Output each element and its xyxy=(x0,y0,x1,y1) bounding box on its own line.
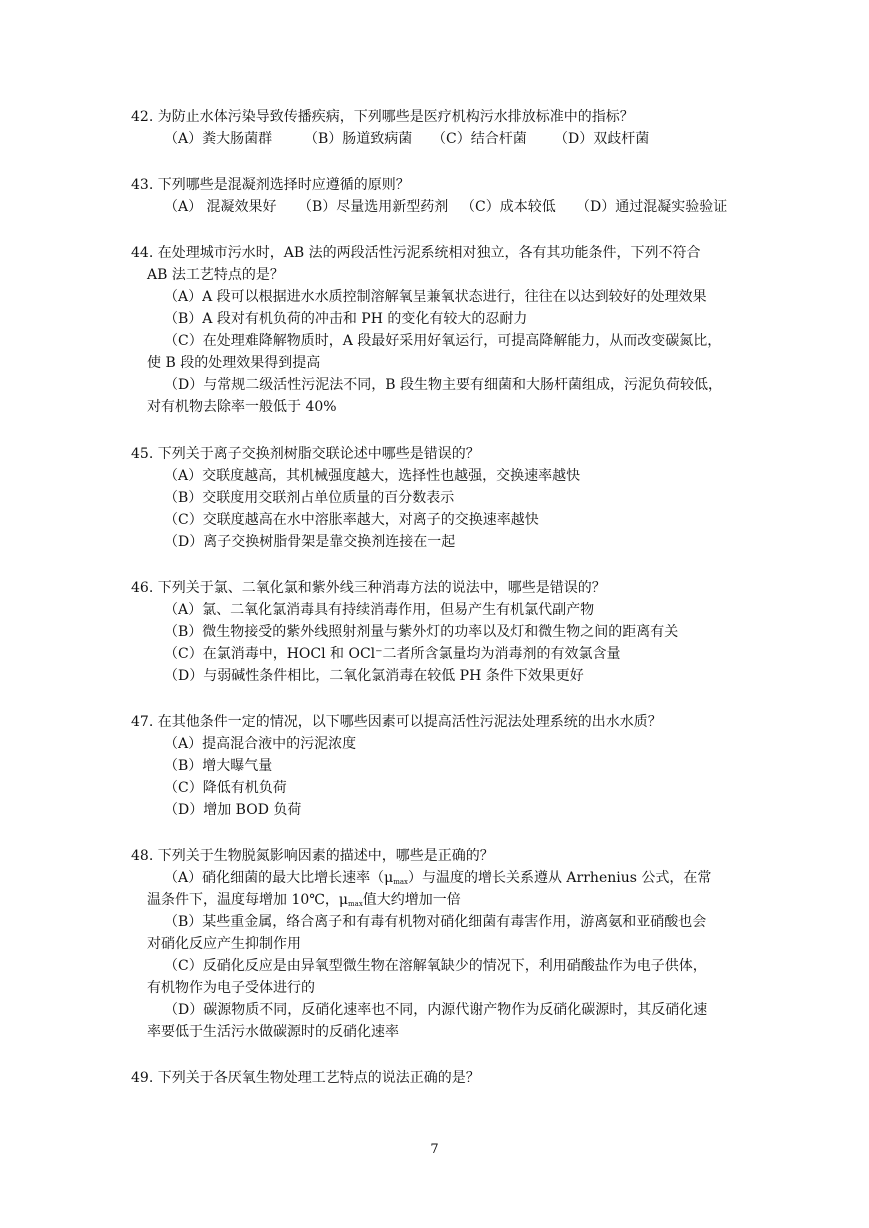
mu-max-subscript-2: max xyxy=(348,900,363,908)
question-47-option-a: （A）提高混合液中的污泥浓度 xyxy=(164,736,357,752)
question-48-option-c-line2: 有机物作为电子受体进行的 xyxy=(147,980,315,996)
question-42-options xyxy=(164,128,649,150)
question-44-option-d-line1: （D）与常规二级活性污泥法不同，B 段生物主要有细菌和大肠杆菌组成，污泥负荷较低， xyxy=(164,377,722,393)
question-44-option-a: （A）A 段可以根据进水水质控制溶解氧呈兼氧状态进行，往往在以达到较好的处理效果 xyxy=(164,289,707,305)
question-47-option-b: （B）增大曝气量 xyxy=(164,758,273,774)
question-43-options xyxy=(164,196,727,218)
question-43-option-d: （D）通过混凝实验验证 xyxy=(576,199,728,215)
question-43-option-c: （C）成本较低 xyxy=(461,199,556,215)
question-43-option-b: （B）尽量选用新型药剂 xyxy=(298,199,449,215)
question-42-option-d: （D）双歧杆菌 xyxy=(554,131,650,147)
question-44-option-c-line2: 使 B 段的处理效果得到提高 xyxy=(147,355,321,371)
mu-max-subscript: max xyxy=(393,878,408,886)
question-48-option-a-text-2: ）与温度的增长关系遵从 Arrhenius 公式，在常 xyxy=(407,870,712,886)
question-46-option-a: （A）氯、二氧化氯消毒具有持续消毒作用，但易产生有机氯代副产物 xyxy=(164,602,595,618)
question-44-option-b: （B）A 段对有机负荷的冲击和 PH 的变化有较大的忍耐力 xyxy=(164,311,528,327)
question-47-title: 47. 在其他条件一定的情况，以下哪些因素可以提高活性污泥法处理系统的出水水质？ xyxy=(131,714,662,730)
question-44-title-line1: 44. 在处理城市污水时，AB 法的两段活性污泥系统相对独立，各有其功能条件，下列不符合 xyxy=(131,245,701,261)
question-48-option-a-text-4: 值大约增加一倍 xyxy=(362,892,461,908)
question-45-option-b: （B）交联度用交联剂占单位质量的百分数表示 xyxy=(164,490,455,506)
question-48-option-b-line2: 对硝化反应产生抑制作用 xyxy=(147,936,301,952)
question-46-option-d: （D）与弱碱性条件相比，二氧化氯消毒在较低 PH 条件下效果更好 xyxy=(164,668,584,684)
question-42-option-c: （C）结合杆菌 xyxy=(432,131,527,147)
question-48-option-c-line1: （C）反硝化反应是由异氧型微生物在溶解氧缺少的情况下，利用硝酸盐作为电子供体， xyxy=(164,958,707,974)
question-42-option-b: （B）肠道致病菌 xyxy=(304,131,413,147)
question-44-option-c-line1: （C）在处理难降解物质时，A 段最好采用好氧运行，可提高降解能力，从而改变碳氮比， xyxy=(164,333,722,349)
question-42-title: 42. 为防止水体污染导致传播疾病，下列哪些是医疗机构污水排放标准中的指标？ xyxy=(131,109,634,125)
question-42-option-a: （A）粪大肠菌群 xyxy=(164,131,273,147)
question-45-option-d: （D）离子交换树脂骨架是靠交换剂连接在一起 xyxy=(164,534,456,550)
question-43-option-a: （A） 混凝效果好 xyxy=(164,199,277,215)
question-48-option-b-line1: （B）某些重金属，络合离子和有毒有机物对硝化细菌有毒害作用，游离氨和亚硝酸也会 xyxy=(164,914,707,930)
question-48-option-d-line1: （D）碳源物质不同，反硝化速率也不同，内源代谢产物作为反硝化碳源时，其反硝化速 xyxy=(164,1002,708,1018)
page-number: 7 xyxy=(430,1142,439,1157)
question-45-option-c: （C）交联度越高在水中溶胀率越大，对离子的交换速率越快 xyxy=(164,512,539,528)
question-49-title: 49. 下列关于各厌氧生物处理工艺特点的说法正确的是？ xyxy=(131,1070,480,1086)
question-45-option-a: （A）交联度越高，其机械强度越大，选择性也越强，交换速率越快 xyxy=(164,468,581,484)
question-48-title: 48. 下列关于生物脱氮影响因素的描述中，哪些是正确的？ xyxy=(131,848,494,864)
question-48-option-d-line2: 率要低于生活污水做碳源时的反硝化速率 xyxy=(147,1024,399,1040)
question-46-option-c: （C）在氯消毒中，HOCl 和 OCl⁻二者所含氯量均为消毒剂的有效氯含量 xyxy=(164,646,621,662)
question-43-title: 43. 下列哪些是混凝剂选择时应遵循的原则？ xyxy=(131,177,410,193)
question-48-option-a-text-3: 温条件下，温度每增加 10℃，μ xyxy=(147,892,349,908)
question-47-option-d: （D）增加 BOD 负荷 xyxy=(164,802,302,818)
question-46-option-b: （B）微生物接受的紫外线照射剂量与紫外灯的功率以及灯和微生物之间的距离有关 xyxy=(164,624,679,640)
question-46-title: 46. 下列关于氯、二氧化氯和紫外线三种消毒方法的说法中，哪些是错误的？ xyxy=(131,580,606,596)
question-45-title: 45. 下列关于离子交换剂树脂交联论述中哪些是错误的？ xyxy=(131,446,480,462)
question-48-option-a-text-1: （A）硝化细菌的最大比增长速率（μ xyxy=(164,870,394,886)
question-44-option-d-line2: 对有机物去除率一般低于 40% xyxy=(147,399,337,415)
question-44-title-line2: AB 法工艺特点的是？ xyxy=(147,267,284,283)
question-47-option-c: （C）降低有机负荷 xyxy=(164,780,287,796)
